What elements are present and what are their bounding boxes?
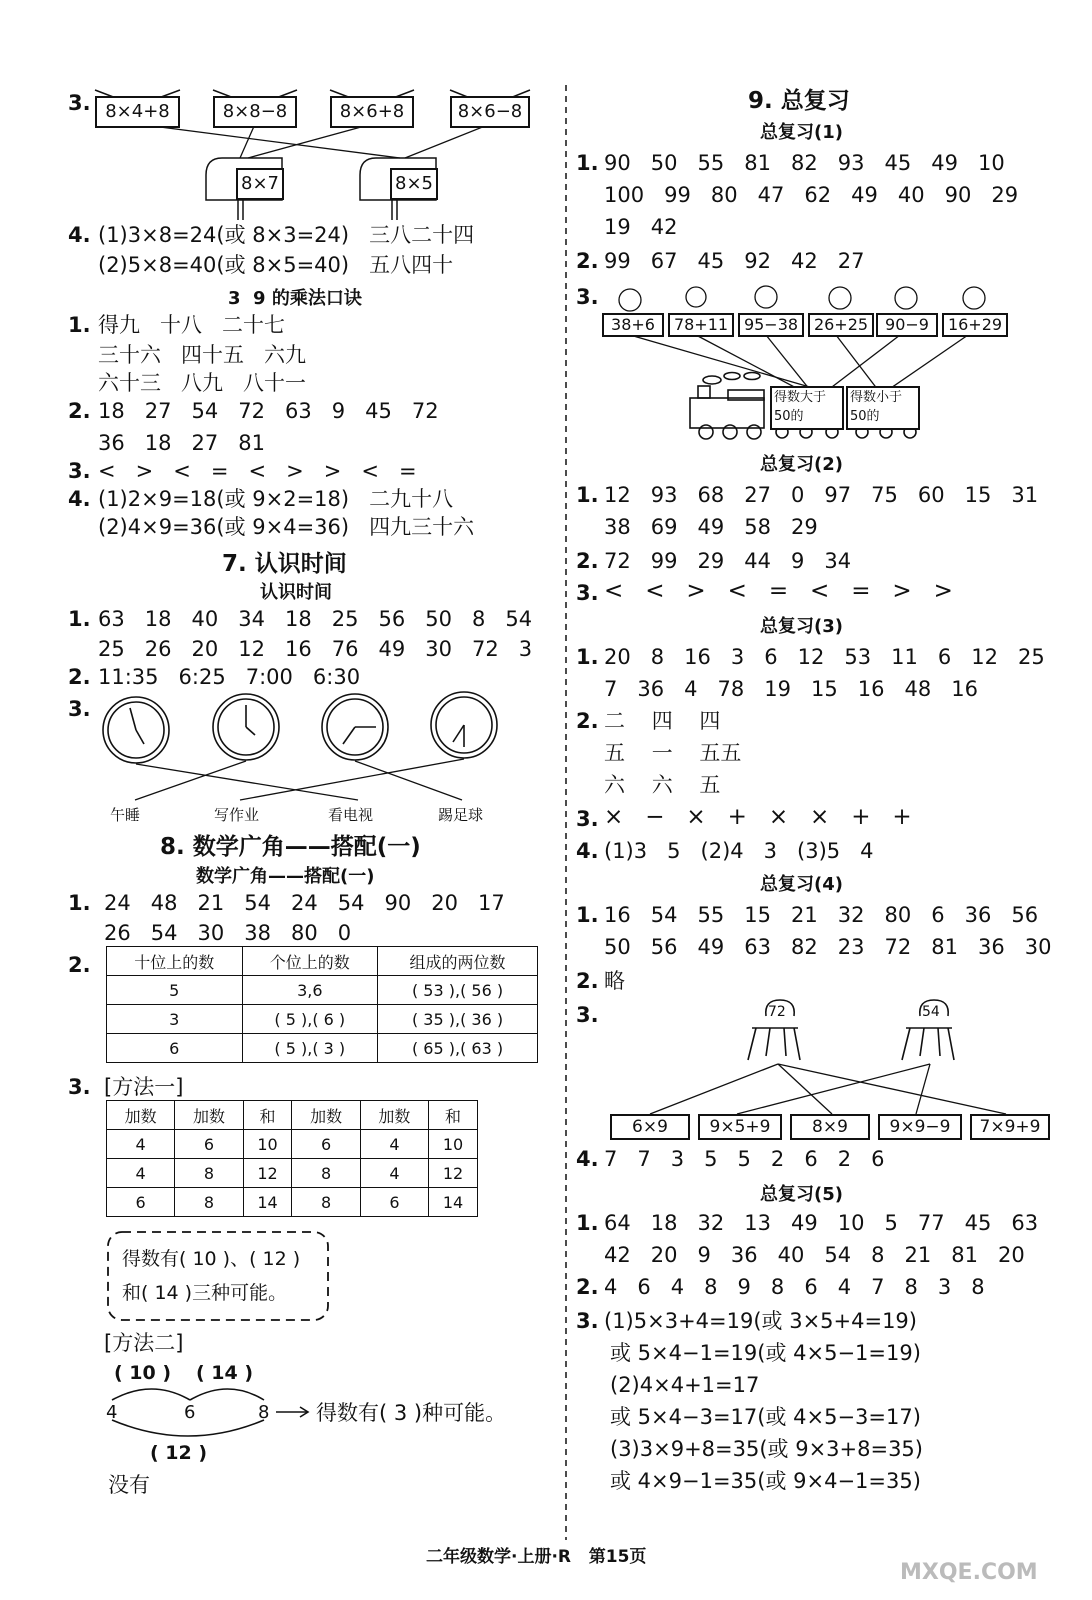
- c7-q1-label: 1.: [68, 607, 91, 631]
- addends-cell-1-1: 8: [175, 1159, 243, 1188]
- digits-header-1: 个位上的数: [242, 947, 378, 976]
- r3-q1-line-1: 20 8 16 3 6 12 53 11 6 12 25: [604, 645, 1045, 669]
- page-footer: 二年级数学·上册·R 第15页: [426, 1547, 647, 1567]
- expr-box-5: 7×9+9: [970, 1114, 1050, 1140]
- envelope-2: 8×8−8: [213, 96, 297, 128]
- table-row: [107, 1188, 478, 1217]
- addends-header-0: 加数: [107, 1101, 175, 1130]
- note-line-1: 得数有( 10 )、( 12 ): [122, 1248, 301, 1270]
- c8-q1-line-1: 24 48 21 54 24 54 90 20 17: [104, 891, 505, 915]
- r3-q4-line: (1)3 5 (2)4 3 (3)5 4: [604, 839, 874, 863]
- num-8: 8: [258, 1402, 270, 1423]
- chapter-8-title: 8. 数学广角——搭配(一): [160, 834, 421, 860]
- train-box-3: 95−38: [738, 313, 804, 337]
- r4-q2-line: 略: [604, 969, 625, 993]
- digits-header-0: 十位上的数: [107, 947, 243, 976]
- r1-q1-line-3: 19 42: [604, 215, 678, 239]
- section-39-title: 3 9 的乘法口诀: [228, 288, 362, 309]
- table-row: [107, 1034, 538, 1063]
- train-car-less: 得数小于50的: [846, 386, 920, 430]
- r1-q2-label: 2.: [576, 249, 599, 273]
- chair-72-label: 72: [768, 1004, 786, 1020]
- r1-q1-line-2: 100 99 80 47 62 49 40 90 29: [604, 183, 1019, 207]
- train-box-6: 16+29: [942, 313, 1008, 337]
- train-car-greater: 得数大于50的: [770, 386, 844, 430]
- r1-q1-line-1: 90 50 55 81 82 93 45 49 10: [604, 151, 1005, 175]
- method-two-label: [方法二]: [104, 1331, 184, 1355]
- r4-q3-label: 3.: [576, 1003, 599, 1027]
- c8-q3-label: 3.: [68, 1075, 91, 1099]
- r4-q1-label: 1.: [576, 903, 599, 927]
- chapter-9-title: 9. 总复习: [748, 88, 850, 114]
- train-box-2: 78+11: [668, 313, 734, 337]
- envelope-4: 8×6−8: [450, 96, 530, 128]
- envelope-3: 8×6+8: [330, 96, 414, 128]
- chair-54-label: 54: [922, 1004, 940, 1020]
- r5-q1-line-2: 42 20 9 36 40 54 8 21 81 20: [604, 1243, 1025, 1267]
- s39-q3-label: 3.: [68, 459, 91, 483]
- addends-cell-2-5: 14: [429, 1188, 478, 1217]
- c7-q3-label: 3.: [68, 697, 91, 721]
- addends-cell-2-3: 8: [292, 1188, 360, 1217]
- digits-cell-1-0: 3: [107, 1005, 243, 1034]
- digits-cell-0-0: 5: [107, 976, 243, 1005]
- r3-q4-label: 4.: [576, 839, 599, 863]
- addends-cell-2-0: 6: [107, 1188, 175, 1217]
- watermark: MXQE.COM: [900, 1560, 1038, 1585]
- chapter-7-subtitle: 认识时间: [260, 582, 332, 603]
- s39-q2-label: 2.: [68, 399, 91, 423]
- addends-cell-2-4: 6: [360, 1188, 428, 1217]
- addends-cell-0-4: 4: [360, 1130, 428, 1159]
- num-4: 4: [106, 1402, 118, 1423]
- addends-cell-2-1: 8: [175, 1188, 243, 1217]
- expr-box-2: 9×5+9: [698, 1114, 782, 1140]
- s39-q1-line-2: 三十六 四十五 六九: [98, 343, 307, 367]
- table-row: [107, 1005, 538, 1034]
- r3-q3-line: × − × + × × + +: [604, 804, 912, 830]
- c8-q1-line-2: 26 54 30 38 80 0: [104, 921, 352, 945]
- r5-q3-line-2: 或 5×4−1=19(或 4×5−1=19): [610, 1341, 921, 1365]
- label-nap: 午睡: [110, 806, 141, 824]
- c7-q2-label: 2.: [68, 665, 91, 689]
- addends-table: [106, 1100, 478, 1217]
- r3-q2-line-2: 五 一 五五: [604, 741, 742, 765]
- c7-q2-line: 11:35 6:25 7:00 6:30: [98, 665, 361, 689]
- r4-q2-label: 2.: [576, 969, 599, 993]
- table-row: [107, 1159, 478, 1188]
- left-q4-line-1: (1)3×8=24(或 8×3=24) 三八二十四: [98, 223, 475, 247]
- addends-header-2: 和: [243, 1101, 292, 1130]
- r4-q4-line: 7 7 3 5 5 2 6 2 6: [604, 1147, 885, 1171]
- label-tv: 看电视: [328, 806, 374, 824]
- table-row: [107, 976, 538, 1005]
- left-last-answer: 没有: [108, 1473, 150, 1497]
- r3-q2-line-3: 六 六 五: [604, 773, 721, 797]
- addends-cell-1-4: 4: [360, 1159, 428, 1188]
- r3-q2-line-1: 二 四 四: [604, 709, 721, 733]
- r1-q1-label: 1.: [576, 151, 599, 175]
- label-homework: 写作业: [214, 806, 260, 824]
- method-two-result: 得数有( 3 )种可能。: [316, 1401, 507, 1425]
- s39-q4-label: 4.: [68, 487, 91, 511]
- r2-q3-line: < < > < = < = > >: [604, 578, 953, 604]
- expr-box-3: 8×9: [790, 1114, 870, 1140]
- r2-q1-line-2: 38 69 49 58 29: [604, 515, 818, 539]
- r5-q3-label: 3.: [576, 1309, 599, 1333]
- train-box-1: 38+6: [602, 313, 664, 337]
- digits-table: [106, 946, 538, 1063]
- r3-q1-label: 1.: [576, 645, 599, 669]
- left-q4-line-2: (2)5×8=40(或 8×5=40) 五八四十: [98, 253, 454, 277]
- addends-cell-0-2: 10: [243, 1130, 292, 1159]
- review-5-subtitle: 总复习(5): [760, 1184, 843, 1205]
- s39-q1-line-3: 六十三 八九 八十一: [98, 371, 307, 395]
- review-4-subtitle: 总复习(4): [760, 874, 843, 895]
- r5-q3-line-3: (2)4×4+1=17: [610, 1373, 760, 1397]
- addends-header-5: 和: [429, 1101, 478, 1130]
- r2-q3-label: 3.: [576, 581, 599, 605]
- s39-q1-line-1: 得九 十八 二十七: [98, 313, 286, 337]
- r3-q3-label: 3.: [576, 807, 599, 831]
- addends-cell-2-2: 14: [243, 1188, 292, 1217]
- addends-cell-0-1: 6: [175, 1130, 243, 1159]
- left-q3-label: 3.: [68, 91, 91, 115]
- s39-q1-label: 1.: [68, 313, 91, 337]
- digits-cell-2-0: 6: [107, 1034, 243, 1063]
- review-2-subtitle: 总复习(2): [760, 454, 843, 475]
- addends-cell-1-0: 4: [107, 1159, 175, 1188]
- digits-cell-1-1: ( 5 ),( 6 ): [242, 1005, 378, 1034]
- r1-q2-line: 99 67 45 92 42 27: [604, 249, 865, 273]
- r3-q2-label: 2.: [576, 709, 599, 733]
- left-q4-label: 4.: [68, 223, 91, 247]
- r4-q1-line-1: 16 54 55 15 21 32 80 6 36 56: [604, 903, 1039, 927]
- digits-header-2: 组成的两位数: [378, 947, 538, 976]
- arc-label-12: ( 12 ): [150, 1442, 208, 1464]
- r5-q3-line-5: (3)3×9+8=35(或 9×3+8=35): [610, 1437, 923, 1461]
- r5-q3-line-1: (1)5×3+4=19(或 3×5+4=19): [604, 1309, 917, 1333]
- s39-q4-line-2: (2)4×9=36(或 9×4=36) 四九三十六: [98, 515, 475, 539]
- chapter-8-subtitle: 数学广角——搭配(一): [196, 866, 375, 887]
- r2-q1-line-1: 12 93 68 27 0 97 75 60 15 31: [604, 483, 1039, 507]
- s39-q3-line: < > < = < > > < =: [98, 459, 417, 483]
- s39-q2-line-1: 18 27 54 72 63 9 45 72: [98, 399, 439, 423]
- addends-header-3: 加数: [292, 1101, 360, 1130]
- s39-q4-line-1: (1)2×9=18(或 9×2=18) 二九十八: [98, 487, 454, 511]
- num-6: 6: [184, 1402, 196, 1423]
- r5-q3-line-4: 或 5×4−3=17(或 4×5−3=17): [610, 1405, 921, 1429]
- c7-q1-line-2: 25 26 20 12 16 76 49 30 72 3: [98, 637, 533, 661]
- digits-cell-0-1: 3,6: [242, 976, 378, 1005]
- s39-q2-line-2: 36 18 27 81: [98, 431, 265, 455]
- r5-q3-line-6: 或 4×9−1=35(或 9×4−1=35): [610, 1469, 921, 1493]
- mailbox-1: 8×7: [236, 168, 284, 200]
- c7-q1-line-1: 63 18 40 34 18 25 56 50 8 54: [98, 607, 533, 631]
- r5-q2-label: 2.: [576, 1275, 599, 1299]
- r4-q4-label: 4.: [576, 1147, 599, 1171]
- addends-cell-0-5: 10: [429, 1130, 478, 1159]
- r5-q2-line: 4 6 4 8 9 8 6 4 7 8 3 8: [604, 1275, 985, 1299]
- r5-q1-label: 1.: [576, 1211, 599, 1235]
- r4-q1-line-2: 50 56 49 63 82 23 72 81 36 30: [604, 935, 1052, 959]
- expr-box-4: 9×9−9: [878, 1114, 962, 1140]
- review-1-subtitle: 总复习(1): [760, 122, 843, 143]
- chapter-7-title: 7. 认识时间: [222, 551, 347, 577]
- r2-q2-label: 2.: [576, 549, 599, 573]
- label-soccer: 踢足球: [438, 806, 484, 824]
- c8-q2-label: 2.: [68, 953, 91, 977]
- digits-cell-1-2: ( 35 ),( 36 ): [378, 1005, 538, 1034]
- addends-cell-1-3: 8: [292, 1159, 360, 1188]
- arc-label-14: ( 14 ): [196, 1362, 254, 1384]
- addends-header-4: 加数: [360, 1101, 428, 1130]
- addends-cell-1-2: 12: [243, 1159, 292, 1188]
- digits-cell-0-2: ( 53 ),( 56 ): [378, 976, 538, 1005]
- r5-q1-line-1: 64 18 32 13 49 10 5 77 45 63: [604, 1211, 1039, 1235]
- r1-q3-label: 3.: [576, 285, 599, 309]
- train-box-4: 26+25: [808, 313, 874, 337]
- addends-cell-1-5: 12: [429, 1159, 478, 1188]
- note-line-2: 和( 14 )三种可能。: [122, 1282, 288, 1304]
- table-row: [107, 1130, 478, 1159]
- addends-cell-0-0: 4: [107, 1130, 175, 1159]
- r2-q2-line: 72 99 29 44 9 34: [604, 549, 852, 573]
- train-box-5: 90−9: [876, 313, 938, 337]
- addends-cell-0-3: 6: [292, 1130, 360, 1159]
- digits-cell-2-1: ( 5 ),( 3 ): [242, 1034, 378, 1063]
- addends-header-1: 加数: [175, 1101, 243, 1130]
- envelope-1: 8×4+8: [95, 96, 180, 128]
- digits-cell-2-2: ( 65 ),( 63 ): [378, 1034, 538, 1063]
- r2-q1-label: 1.: [576, 483, 599, 507]
- method-one-label: [方法一]: [104, 1075, 184, 1099]
- expr-box-1: 6×9: [610, 1114, 690, 1140]
- r3-q1-line-2: 7 36 4 78 19 15 16 48 16: [604, 677, 978, 701]
- review-3-subtitle: 总复习(3): [760, 616, 843, 637]
- arc-label-10: ( 10 ): [114, 1362, 172, 1384]
- c8-q1-label: 1.: [68, 891, 91, 915]
- mailbox-2: 8×5: [390, 168, 438, 200]
